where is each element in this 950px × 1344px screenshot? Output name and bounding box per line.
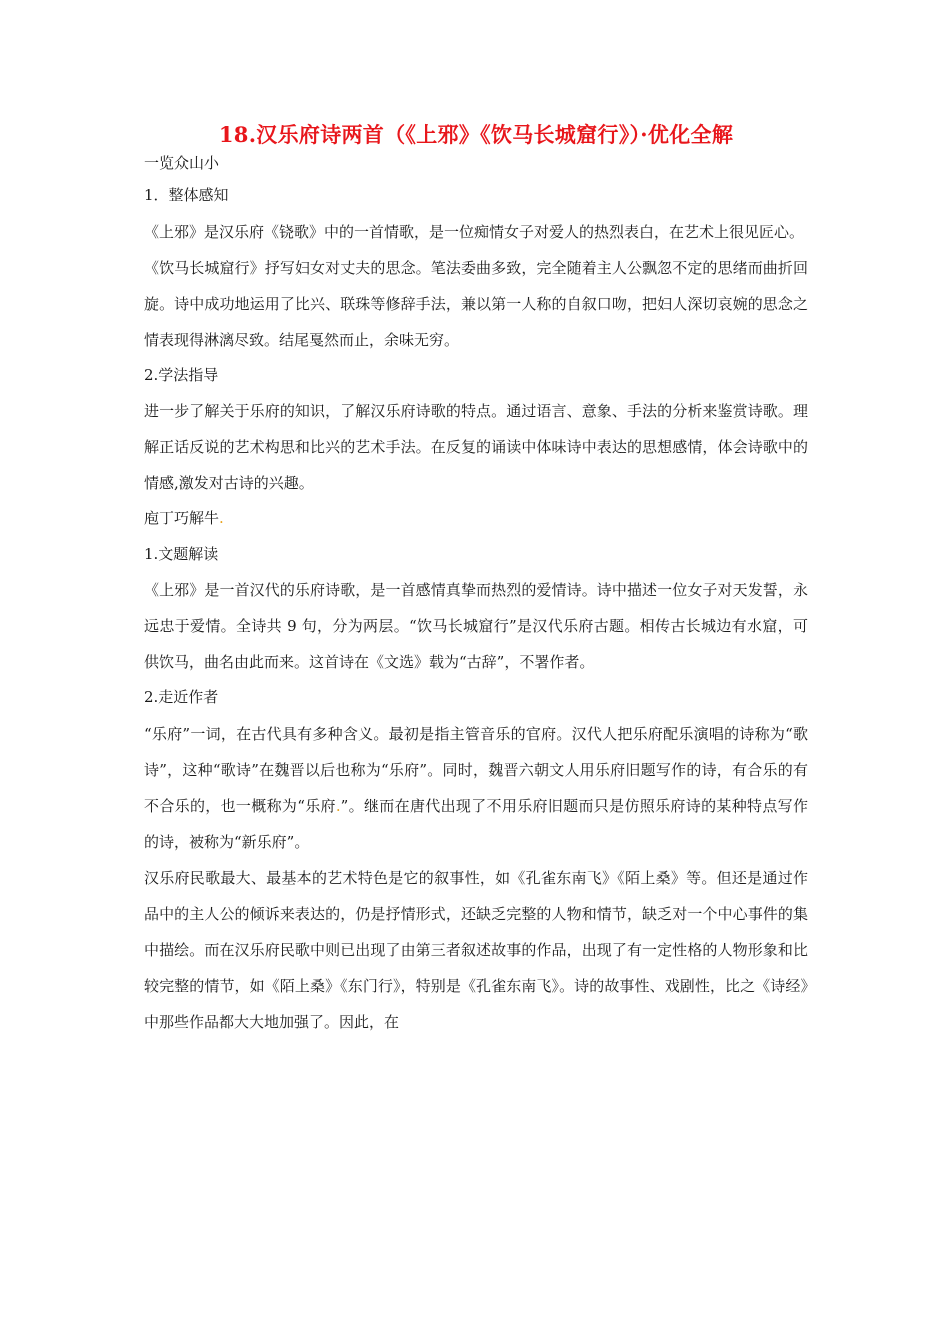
paragraph-title-interpretation: 《上邪》是一首汉代的乐府诗歌，是一首感情真挚而热烈的爱情诗。诗中描述一位女子对天发誓，永远忠于爱情。全诗共 9 句，分为两层。“饮马长城窟行”是汉代乐府古题。相传古长城边有水窟，可供饮马，曲名由此而来。这首诗在《文选》载为“古辞”，不署作者。	[144, 581, 808, 671]
paragraph-yinma-intro: 《饮马长城窟行》抒写妇女对丈夫的思念。笔法委曲多致，完全随着主人公飘忽不定的思绪而曲折回旋。诗中成功地运用了比兴、联珠等修辞手法，兼以第一人称的自叙口吻，把妇人深切哀婉的思念之情表现得淋漓尽致。结尾戛然而止，余味无穷。	[144, 258, 808, 349]
heading-about-author: 2.走近作者	[144, 688, 219, 706]
paragraph-yuefu-text-b: ”。继而在唐代出现了不用乐府旧题而只是仿照乐府诗的某种特点写作的诗，被称为“新乐府”。	[144, 796, 809, 851]
paragraph-shangye-intro: 《上邪》是汉乐府《铙歌》中的一首情歌，是一位痴情女子对爱人的热烈表白，在艺术上很见匠心。	[144, 222, 805, 241]
document-title: 18.汉乐府诗两首（《上邪》《饮马长城窟行》）·优化全解	[218, 122, 734, 147]
paragraph-yuefu-definition	[144, 716, 808, 860]
document-page	[144, 118, 808, 1040]
paragraph-yuefu-text-a: “乐府”一词，在古代具有多种含义。最初是指主管音乐的官府。汉代人把乐府配乐演唱的诗称为“歌诗”，这种“歌诗”在魏晋以后也称为“乐府”。同时，魏晋六朝文人用乐府旧题写作的诗，有合乐的有不合乐的，也一概称为“乐府	[144, 724, 808, 815]
heading-overall-perception: 1．整体感知	[144, 186, 229, 204]
paragraph-study-guide: 进一步了解关于乐府的知识，了解汉乐府诗歌的特点。通过语言、意象、手法的分析来鉴赏诗歌。理解正话反说的艺术构思和比兴的艺术手法。在反复的诵读中体味诗中表达的思想感情，体会诗歌中的情感,激发对古诗的兴趣。	[144, 402, 808, 492]
section-analysis-label	[144, 501, 808, 537]
heading-title-interpretation: 1.文题解读	[144, 544, 219, 563]
paragraph-yuefu-features: 汉乐府民歌最大、最基本的艺术特色是它的叙事性，如《孔雀东南飞》《陌上桑》等。但还是通过作品中的主人公的倾诉来表达的，仍是抒情形式，还缺乏完整的人物和情节，缺乏对一个中心事件的集中描绘。而在汉乐府民歌中则已出现了由第三者叙述故事的作品，出现了有一定性格的人物形象和比较完整的情节，如《陌上桑》《东门行》，特别是《孔雀东南飞》。诗的故事性、戏剧性，比之《诗经》中那些作品都大大地加强了。因此，在	[144, 868, 808, 1031]
section-analysis-text: 庖丁巧解牛	[144, 509, 220, 527]
heading-study-guide: 2.学法指导	[144, 365, 219, 384]
section-overview-label: 一览众山小	[144, 154, 220, 172]
section-analysis-dot: .	[219, 509, 224, 527]
paragraph-yuefu-dot: .	[335, 796, 341, 815]
